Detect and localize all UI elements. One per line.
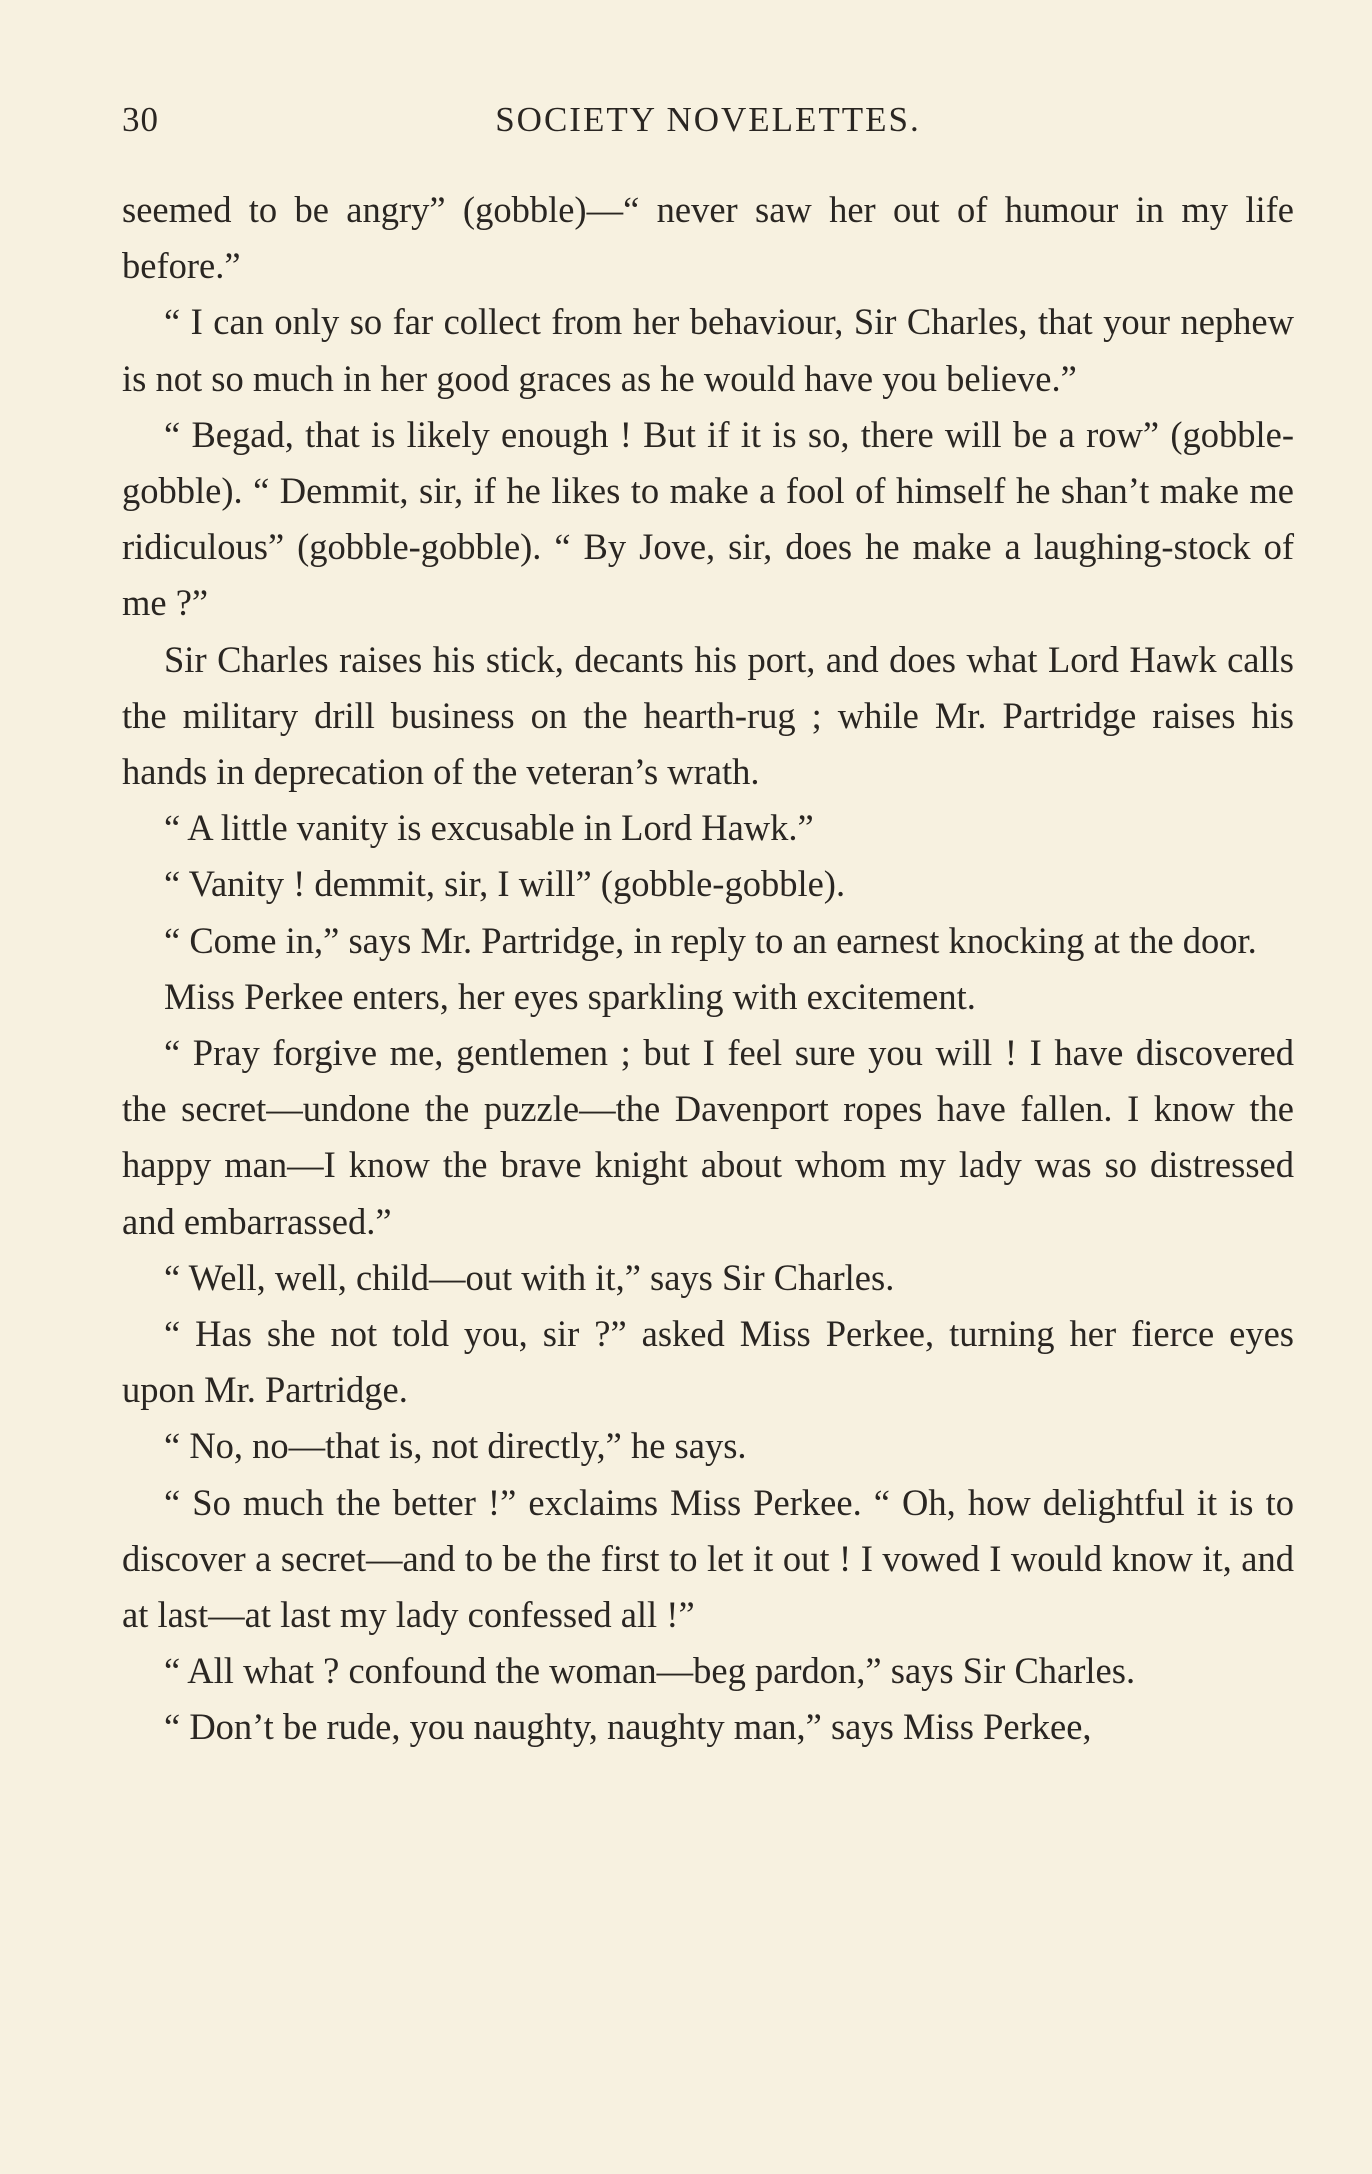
paragraph: seemed to be angry” (gobble)—“ never saw her out of humour in my life before.” <box>122 189 1294 287</box>
paragraph: “ A little vanity is excusable in Lord Hawk.” <box>164 807 814 849</box>
paragraph: “ Begad, that is likely enough ! But if it is so, there will be a row” (gobble-gobble). “ Demmit, sir, if he likes to make a fool of himself he shan’t make me ridiculous” (gobble-gobble). “ By Jove, sir, does he make a laughing-stock of me ?” <box>122 413 1294 624</box>
paragraph: “ All what ? confound the woman—beg pardon,” says Sir Charles. <box>164 1650 1136 1692</box>
paragraph: Miss Perkee enters, her eyes sparkling with excitement. <box>164 975 976 1017</box>
paragraph: “ Pray forgive me, gentlemen ; but I feel sure you will ! I have discovered the secret—undone the puzzle—the Davenport ropes have fallen. I know the happy man—I know the brave knight about whom my lady was so distressed and embarrassed.” <box>122 1032 1294 1242</box>
running-title: SOCIETY NOVELETTES. <box>495 100 921 139</box>
paragraph: “ Vanity ! demmit, sir, I will” (gobble-gobble). <box>164 863 846 905</box>
body-text <box>122 182 1294 1756</box>
page-number: 30 <box>122 100 159 139</box>
paragraph: “ I can only so far collect from her behaviour, Sir Charles, that your nephew is not so much in her good graces as he would have you believe.” <box>122 301 1294 399</box>
book-page <box>122 100 1294 1756</box>
paragraph: Sir Charles raises his stick, decants his port, and does what Lord Hawk calls the military drill business on the hearth-rug ; while Mr. Partridge raises his hands in deprecation of the veteran’s wrath. <box>122 638 1294 793</box>
paragraph: “ Come in,” says Mr. Partridge, in reply to an earnest knocking at the door. <box>164 919 1257 961</box>
paragraph: “ Don’t be rude, you naughty, naughty man,” says Miss Perkee, <box>164 1706 1092 1748</box>
running-head <box>122 100 1294 148</box>
paragraph: “ No, no—that is, not directly,” he says. <box>164 1425 747 1467</box>
paragraph: “ Well, well, child—out with it,” says Sir Charles. <box>164 1256 895 1298</box>
paragraph: “ Has she not told you, sir ?” asked Miss Perkee, turning her fierce eyes upon Mr. Partridge. <box>122 1313 1294 1411</box>
paragraph: “ So much the better !” exclaims Miss Perkee. “ Oh, how delightful it is to discover a secret—and to be the first to let it out ! I vowed I would know it, and at last—at last my lady confessed all !” <box>122 1481 1294 1636</box>
